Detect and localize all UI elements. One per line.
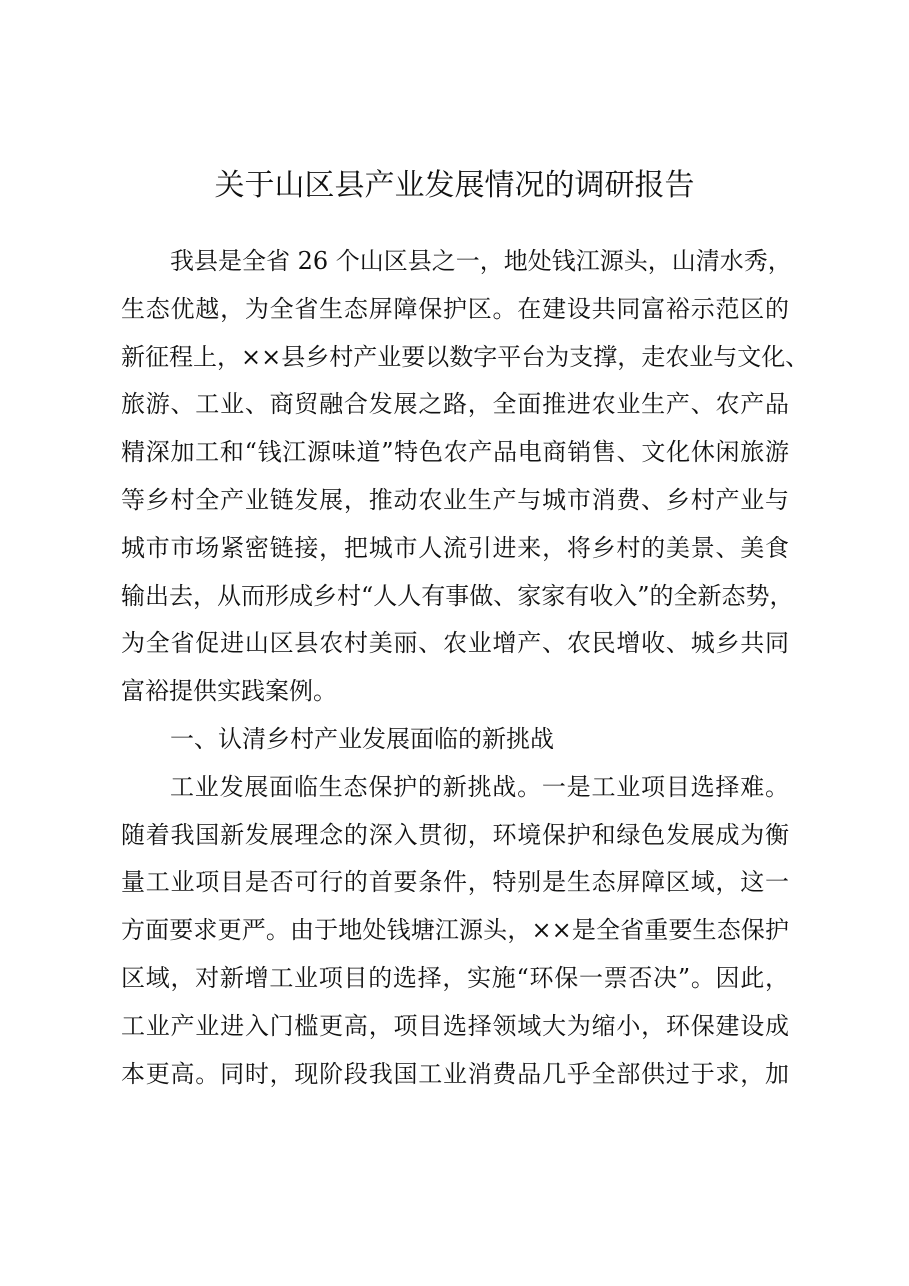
section-paragraph [121,764,789,1099]
paragraph-line: 富裕提供实践案例。 [121,677,337,706]
paragraph-line: 方面要求更严。由于地处钱塘江源头，××是全省重要生态保护 [121,916,789,945]
paragraph-line: 随着我国新发展理念的深入贯彻，环境保护和绿色发展成为衡 [121,820,789,849]
document-body [121,238,810,1098]
paragraph-line: 等乡村全产业链发展，推动农业生产与城市消费、乡村产业与 [121,485,789,514]
paragraph-line: 新征程上，××县乡村产业要以数字平台为支撑，走农业与文化、 [121,342,810,371]
paragraph-line: 区域，对新增工业项目的选择，实施“环保一票否决”。因此， [121,963,789,992]
section-heading: 一、认清乡村产业发展面临的新挑战 [170,724,554,753]
paragraph-line: 旅游、工业、商贸融合发展之路，全面推进农业生产、农产品 [121,390,789,419]
paragraph-line: 量工业项目是否可行的首要条件，特别是生态屏障区域，这一 [121,868,789,897]
paragraph-line: 工业发展面临生态保护的新挑战。一是工业项目选择难。 [170,772,789,801]
paragraph-line: 本更高。同时，现阶段我国工业消费品几乎全部供过于求，加 [121,1059,789,1088]
paragraph-line: 我县是全省 26 个山区县之一，地处钱江源头，山清水秀， [170,247,792,275]
paragraph-line: 工业产业进入门槛更高，项目选择领域大为缩小，环保建设成 [121,1011,789,1040]
document-title: 关于山区县产业发展情况的调研报告 [214,168,695,203]
paragraph-line: 城市市场紧密链接，把城市人流引进来，将乡村的美景、美食 [121,533,789,562]
paragraph-line: 精深加工和“钱江源味道”特色农产品电商销售、文化休闲旅游 [121,438,789,467]
paragraph-line: 生态优越，为全省生态屏障保护区。在建设共同富裕示范区的 [121,294,789,323]
paragraph-line: 输出去，从而形成乡村“人人有事做、家家有收入”的全新态势， [121,581,794,610]
intro-paragraph [121,238,810,716]
paragraph-line: 为全省促进山区县农村美丽、农业增产、农民增收、城乡共同 [121,629,789,658]
